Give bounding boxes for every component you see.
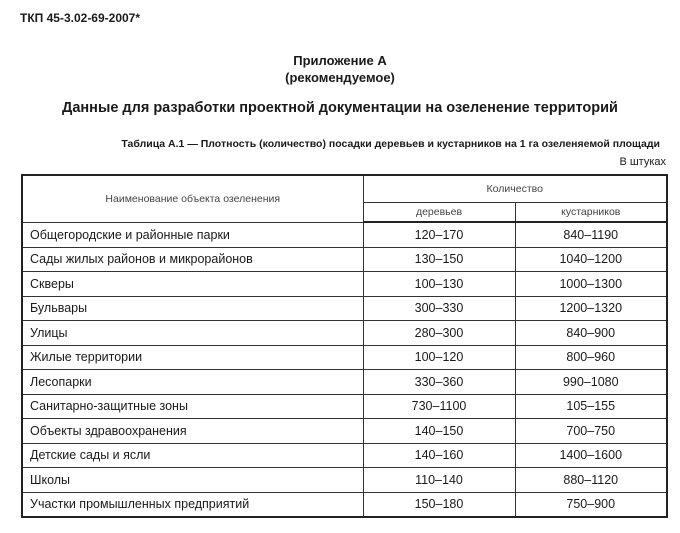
shrubs-count: 1040–1200 [515, 247, 667, 272]
object-name: Жилые территории [22, 345, 363, 370]
planting-density-table [21, 174, 668, 518]
shrubs-count: 800–960 [515, 345, 667, 370]
header-name: Наименование объекта озеленения [22, 175, 363, 222]
header-shrubs: кустарников [515, 202, 667, 222]
object-name: Школы [22, 468, 363, 493]
trees-count: 140–160 [363, 443, 515, 468]
table-row [22, 419, 667, 444]
units-label: В штуках [619, 156, 666, 168]
shrubs-count: 880–1120 [515, 468, 667, 493]
object-name: Объекты здравоохранения [22, 419, 363, 444]
table-row [22, 370, 667, 395]
trees-count: 730–1100 [363, 394, 515, 419]
table-row [22, 468, 667, 493]
header-trees: деревьев [363, 202, 515, 222]
table-row [22, 247, 667, 272]
trees-count: 100–120 [363, 345, 515, 370]
table-row [22, 345, 667, 370]
table-row [22, 222, 667, 247]
table-row [22, 272, 667, 297]
object-name: Бульвары [22, 296, 363, 321]
shrubs-count: 105–155 [515, 394, 667, 419]
shrubs-count: 1000–1300 [515, 272, 667, 297]
shrubs-count: 1200–1320 [515, 296, 667, 321]
table-row [22, 443, 667, 468]
table-row [22, 492, 667, 517]
table-row [22, 296, 667, 321]
trees-count: 300–330 [363, 296, 515, 321]
trees-count: 130–150 [363, 247, 515, 272]
object-name: Лесопарки [22, 370, 363, 395]
object-name: Детские сады и ясли [22, 443, 363, 468]
trees-count: 140–150 [363, 419, 515, 444]
trees-count: 100–130 [363, 272, 515, 297]
shrubs-count: 990–1080 [515, 370, 667, 395]
table-row [22, 394, 667, 419]
header-quantity: Количество [363, 175, 667, 202]
document-code: ТКП 45-3.02-69-2007* [20, 11, 141, 25]
object-name: Сады жилых районов и микрорайонов [22, 247, 363, 272]
section-heading: Данные для разработки проектной документации на озеленение территорий [62, 100, 618, 116]
object-name: Санитарно-защитные зоны [22, 394, 363, 419]
trees-count: 110–140 [363, 468, 515, 493]
trees-count: 120–170 [363, 222, 515, 247]
trees-count: 280–300 [363, 321, 515, 346]
appendix-title: Приложение А [293, 53, 387, 68]
appendix-header [0, 52, 680, 86]
appendix-status: (рекомендуемое) [285, 70, 395, 85]
shrubs-count: 750–900 [515, 492, 667, 517]
shrubs-count: 700–750 [515, 419, 667, 444]
object-name: Общегородские и районные парки [22, 222, 363, 247]
shrubs-count: 840–900 [515, 321, 667, 346]
shrubs-count: 1400–1600 [515, 443, 667, 468]
trees-count: 330–360 [363, 370, 515, 395]
object-name: Скверы [22, 272, 363, 297]
object-name: Участки промышленных предприятий [22, 492, 363, 517]
table-caption: Таблица А.1 — Плотность (количество) посадки деревьев и кустарников на 1 га озеленяемой площади [121, 138, 660, 150]
shrubs-count: 840–1190 [515, 222, 667, 247]
table-row [22, 321, 667, 346]
object-name: Улицы [22, 321, 363, 346]
trees-count: 150–180 [363, 492, 515, 517]
